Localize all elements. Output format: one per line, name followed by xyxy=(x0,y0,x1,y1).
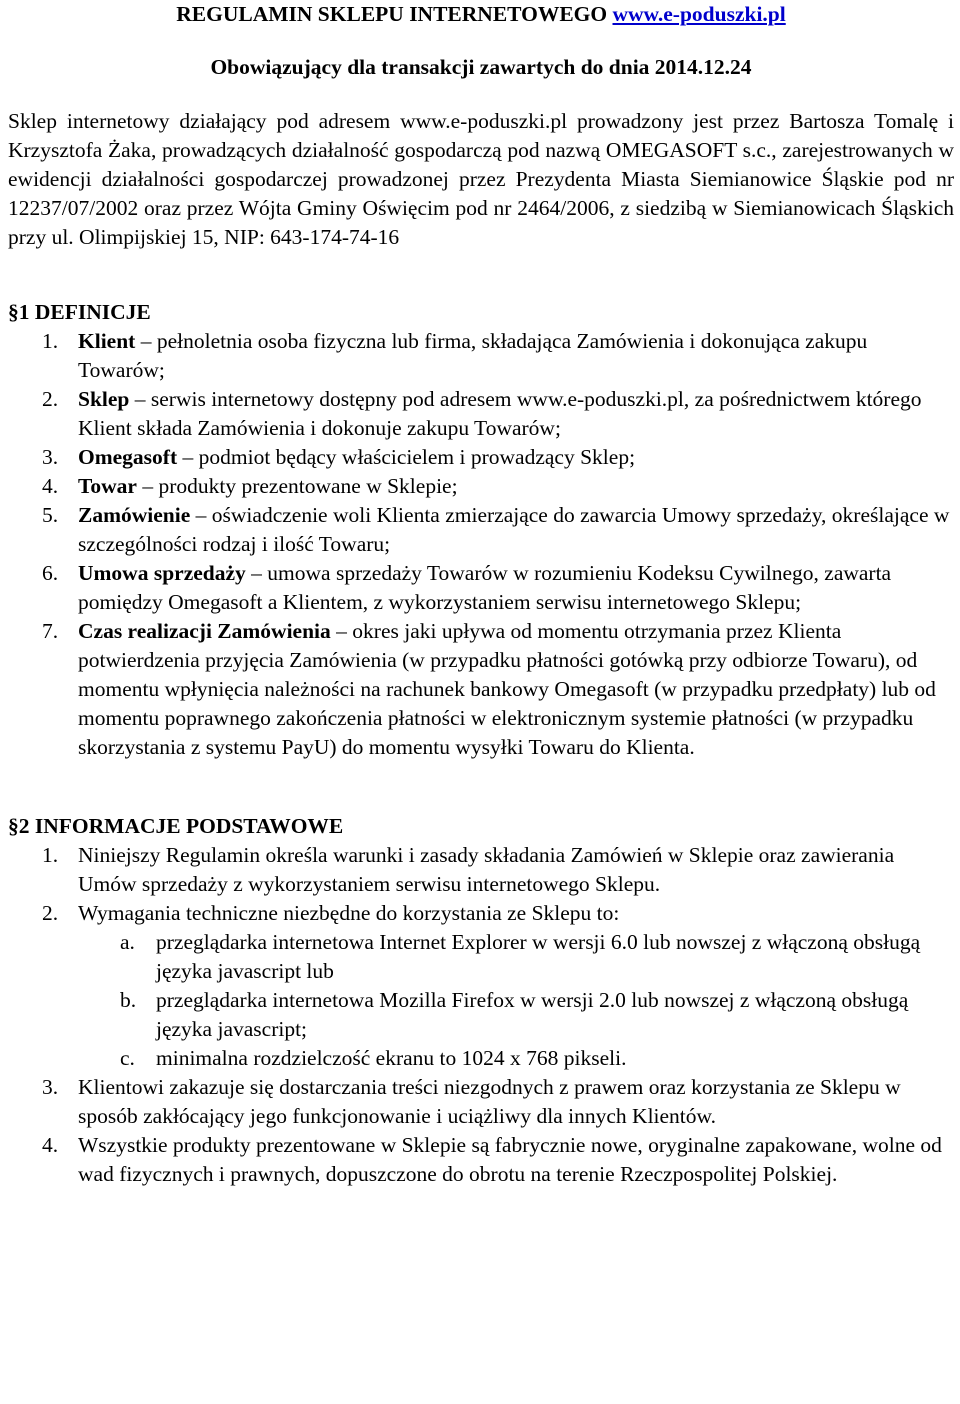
requirements-sublist xyxy=(78,928,954,1073)
item-number: 2. xyxy=(42,901,59,925)
item-number: 3. xyxy=(42,445,59,469)
definition-text: – serwis internetowy dostępny pod adresem www.e-poduszki.pl, za pośrednictwem którego Klient składa Zamówienia i dokonuje zakupu Towarów; xyxy=(78,387,922,440)
section-heading-basic-info: §2 INFORMACJE PODSTAWOWE xyxy=(8,814,344,838)
document-subtitle: Obowiązujący dla transakcji zawartych do dnia 2014.12.24 xyxy=(210,55,752,79)
info-text: Wszystkie produkty prezentowane w Sklepie są fabrycznie nowe, oryginalne zapakowane, wolne od wad fizycznych i prawnych, dopuszczone do obrotu na terenie Rzeczpospolitej Polskiej. xyxy=(78,1133,942,1186)
item-number: 6. xyxy=(42,561,59,585)
section-heading-definitions: §1 DEFINICJE xyxy=(8,300,151,324)
definition-term: Klient xyxy=(78,329,136,353)
sub-item-letter: a. xyxy=(120,930,135,954)
basic-info-list xyxy=(8,841,954,1189)
info-item xyxy=(8,1073,954,1131)
sub-item xyxy=(8,1044,954,1073)
definition-text: – umowa sprzedaży Towarów w rozumieniu Kodeksu Cywilnego, zawarta pomiędzy Omegasoft a Klientem, z wykorzystaniem serwisu internetowego Sklepu; xyxy=(78,561,892,614)
definition-text: – pełnoletnia osoba fizyczna lub firma, składająca Zamówienia i dokonująca zakupu Towarów; xyxy=(78,329,868,382)
info-item xyxy=(8,841,954,899)
info-text: Niniejszy Regulamin określa warunki i zasady składania Zamówień w Sklepie oraz zawierania Umów sprzedaży z wykorzystaniem serwisu internetowego Sklepu. xyxy=(78,843,895,896)
item-number: 3. xyxy=(42,1075,59,1099)
definition-text: – okres jaki upływa od momentu otrzymania przez Klienta potwierdzenia przyjęcia Zamówienia (w przypadku płatności gotówką przy odbiorze Towaru), od momentu wpłynięcia należności na rachunek bankowy Omegasoft (w przypadku przedpłaty) lub od momentu poprawnego zakończenia płatności w elektronicznym systemie płatności (w przypadku skorzystania z systemu PayU) do momentu wysyłki Towaru do Klienta. xyxy=(78,619,936,759)
definition-text: – produkty prezentowane w Sklepie; xyxy=(136,474,458,498)
item-number: 2. xyxy=(42,387,59,411)
sub-item-text: przeglądarka internetowa Mozilla Firefox w wersji 2.0 lub nowszej z włączoną obsługą języka javascript; xyxy=(156,988,909,1041)
sub-item-letter: b. xyxy=(120,988,137,1012)
definition-item xyxy=(8,443,954,472)
definition-term: Czas realizacji Zamówienia xyxy=(78,619,331,643)
item-number: 1. xyxy=(42,843,59,867)
item-number: 7. xyxy=(42,619,59,643)
definition-item xyxy=(8,559,954,617)
item-number: 4. xyxy=(42,474,59,498)
definition-item xyxy=(8,327,954,385)
definition-item xyxy=(8,385,954,443)
definition-item xyxy=(8,472,954,501)
item-number: 1. xyxy=(42,329,59,353)
definition-term: Sklep xyxy=(78,387,130,411)
sub-item xyxy=(8,986,954,1044)
definition-term: Zamówienie xyxy=(78,503,191,527)
definition-item xyxy=(8,501,954,559)
item-number: 5. xyxy=(42,503,59,527)
info-item xyxy=(8,899,954,1073)
sub-item-text: minimalna rozdzielczość ekranu to 1024 x 768 pikseli. xyxy=(156,1046,627,1070)
definition-text: – oświadczenie woli Klienta zmierzające do zawarcia Umowy sprzedaży, określające w szczególności rodzaj i ilość Towaru; xyxy=(78,503,950,556)
title-link[interactable]: www.e-poduszki.pl xyxy=(612,2,786,26)
title-text: REGULAMIN SKLEPU INTERNETOWEGO xyxy=(176,2,608,26)
definition-item xyxy=(8,617,954,762)
definition-term: Towar xyxy=(78,474,137,498)
definition-term: Omegasoft xyxy=(78,445,178,469)
info-text: Klientowi zakazuje się dostarczania treści niezgodnych z prawem oraz korzystania ze Sklepu w sposób zakłócający jego funkcjonowanie i uciążliwy dla innych Klientów. xyxy=(78,1075,901,1128)
info-item xyxy=(8,1131,954,1189)
info-text: Wymagania techniczne niezbędne do korzystania ze Sklepu to: xyxy=(78,901,620,925)
sub-item-letter: c. xyxy=(120,1046,135,1070)
item-number: 4. xyxy=(42,1133,59,1157)
definition-term: Umowa sprzedaży xyxy=(78,561,246,585)
sub-item xyxy=(8,928,954,986)
document-page xyxy=(8,0,954,1189)
intro-paragraph: Sklep internetowy działający pod adresem www.e-poduszki.pl prowadzony jest przez Bartosza Tomalę i Krzysztofa Żaka, prowadzących działalność gospodarczą pod nazwą OMEGASOFT s.c., zarejestrowanych w ewidencji działalności gospodarczej prowadzonej przez Prezydenta Miasta Siemianowice Śląskie pod nr 12237/07/2002 oraz przez Wójta Gminy Oświęcim pod nr 2464/2006, z siedzibą w Siemianowicach Śląskich przy ul. Olimpijskiej 15, NIP: 643-174-74-16 xyxy=(8,109,954,249)
sub-item-text: przeglądarka internetowa Internet Explorer w wersji 6.0 lub nowszej z włączoną obsługą języka javascript lub xyxy=(156,930,921,983)
definitions-list xyxy=(8,327,954,762)
definition-text: – podmiot będący właścicielem i prowadzący Sklep; xyxy=(177,445,636,469)
document-title xyxy=(8,0,954,29)
